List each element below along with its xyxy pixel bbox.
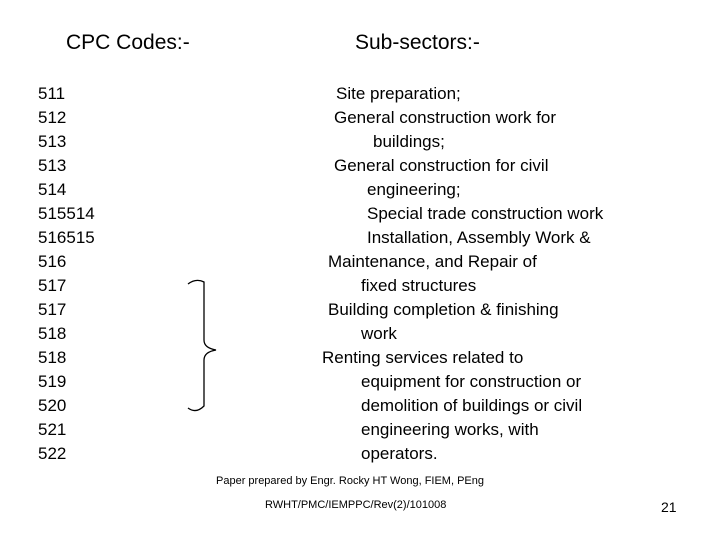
sub-sector-line: work xyxy=(361,324,397,343)
cpc-code: 517 xyxy=(38,300,67,319)
sub-sector-line: equipment for construction or xyxy=(361,372,582,391)
sub-sector-line: engineering works, with xyxy=(361,420,539,439)
sub-sector-line: Installation, Assembly Work & xyxy=(367,228,591,247)
cpc-codes-heading: CPC Codes:- xyxy=(66,31,190,54)
cpc-code: 512 xyxy=(38,108,67,127)
cpc-code: 516 xyxy=(38,252,67,271)
right-brace-icon xyxy=(186,276,226,416)
cpc-code: 522 xyxy=(38,444,67,463)
sub-sector-line: buildings; xyxy=(373,132,445,151)
sub-sector-line: Maintenance, and Repair of xyxy=(328,252,537,271)
cpc-code: 520 xyxy=(38,396,67,415)
sub-sector-line: fixed structures xyxy=(361,276,477,295)
cpc-code: 518 xyxy=(38,348,67,367)
cpc-code: 517 xyxy=(38,276,67,295)
sub-sector-line: engineering; xyxy=(367,180,461,199)
cpc-code: 511 xyxy=(38,84,66,103)
cpc-code: 514 xyxy=(38,180,67,199)
sub-sector-line: Special trade construction work xyxy=(367,204,604,223)
cpc-code: 513 xyxy=(38,132,67,151)
sub-sector-line: demolition of buildings or civil xyxy=(361,396,583,415)
page-number: 21 xyxy=(661,499,677,515)
cpc-code: 513 xyxy=(38,156,67,175)
sub-sector-line: General construction work for xyxy=(334,108,557,127)
cpc-code: 515514 xyxy=(38,204,95,223)
cpc-code: 518 xyxy=(38,324,67,343)
sub-sector-line: General construction for civil xyxy=(334,156,549,175)
sub-sector-line: Building completion & finishing xyxy=(328,300,559,319)
sub-sector-line: Renting services related to xyxy=(322,348,524,367)
cpc-code-list xyxy=(38,82,95,466)
cpc-code: 519 xyxy=(38,372,67,391)
cpc-code: 521 xyxy=(38,420,67,439)
sub-sector-line: Site preparation; xyxy=(336,84,461,103)
cpc-code: 516515 xyxy=(38,228,95,247)
sub-sector-line: operators. xyxy=(361,444,438,463)
prepared-by-footer: Paper prepared by Engr. Rocky HT Wong, FIEM, PEng xyxy=(216,475,484,487)
sub-sectors-heading: Sub-sectors:- xyxy=(355,31,480,54)
document-reference: RWHT/PMC/IEMPPC/Rev(2)/101008 xyxy=(265,499,447,511)
